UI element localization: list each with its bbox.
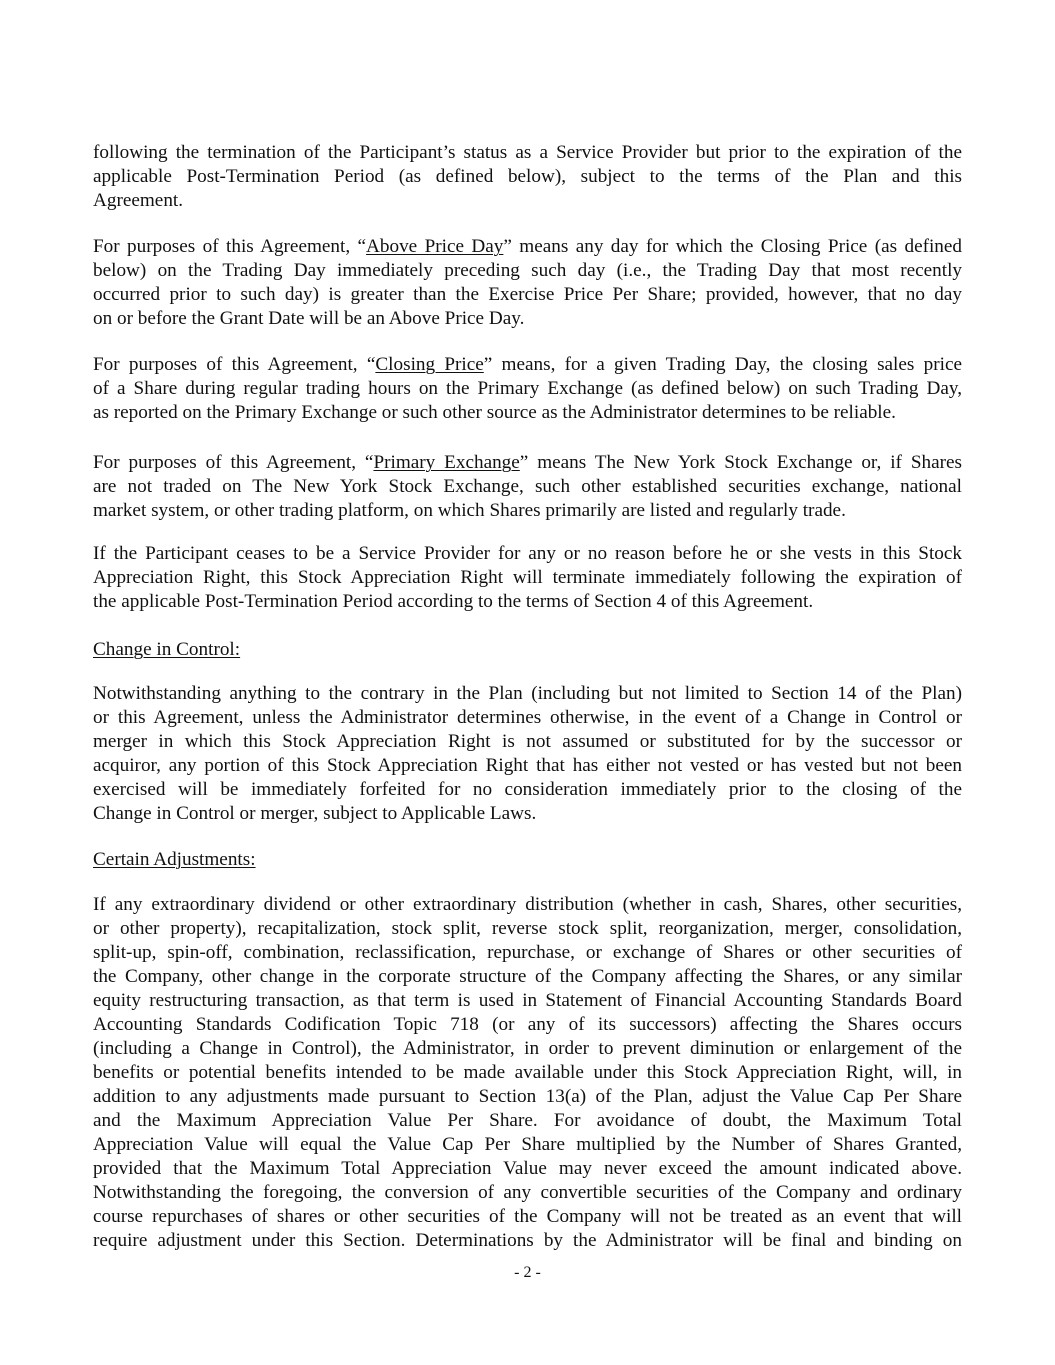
text-line: market system, or other trading platform, on which Shares primarily are listed and regularly trade. bbox=[93, 500, 846, 521]
text-line: course repurchases of shares or other securities of the Company will not be treated as an event that will bbox=[93, 1206, 962, 1227]
paragraph-cessation bbox=[93, 542, 962, 614]
paragraph-closing-price bbox=[93, 353, 962, 425]
text-line bbox=[93, 235, 962, 259]
text-line: are not traded on The New York Stock Exchange, such other established securities exchange, national bbox=[93, 476, 962, 497]
text-line: the applicable Post-Termination Period according to the terms of Section 4 of this Agreement. bbox=[93, 591, 814, 612]
text-line: acquiror, any portion of this Stock Appreciation Right that has either not vested or has vested but not been bbox=[93, 755, 962, 776]
paragraph-certain-adjustments bbox=[93, 893, 962, 1253]
paragraph-primary-exchange bbox=[93, 451, 962, 523]
text-line: or other property), recapitalization, stock split, reverse stock split, reorganization, merger, consolidation, bbox=[93, 918, 962, 939]
definition-prefix: For purposes of this Agreement, “ bbox=[93, 354, 376, 375]
text-line: benefits or potential benefits intended to be made available under this Stock Appreciation Right, will, in bbox=[93, 1062, 962, 1083]
text-line: If the Participant ceases to be a Service Provider for any or no reason before he or she vests in this Stock bbox=[93, 543, 962, 564]
definition-suffix: ” means any day for which the Closing Price (as defined bbox=[503, 236, 963, 257]
page-number: - 2 - bbox=[514, 1264, 541, 1281]
text-line: Accounting Standards Codification Topic 718 (or any of its successors) affecting the Shares occurs bbox=[93, 1014, 962, 1035]
text-line: below) on the Trading Day immediately preceding such day (i.e., the Trading Day that most recently bbox=[93, 260, 962, 281]
text-line: Change in Control or merger, subject to Applicable Laws. bbox=[93, 803, 537, 824]
section-heading-certain-adjustments: Certain Adjustments: bbox=[93, 849, 256, 870]
text-line: addition to any adjustments made pursuant to Section 13(a) of the Plan, adjust the Value Cap Per Share bbox=[93, 1086, 962, 1107]
text-line: require adjustment under this Section. Determinations by the Administrator will be final and binding on bbox=[93, 1230, 962, 1251]
text-line bbox=[93, 353, 962, 377]
text-line: Agreement. bbox=[93, 190, 184, 211]
paragraph-above-price-day bbox=[93, 235, 962, 331]
text-line: equity restructuring transaction, as that term is used in Statement of Financial Accounting Standards Board bbox=[93, 990, 962, 1011]
text-line: of a Share during regular trading hours on the Primary Exchange (as defined below) on such Trading Day, bbox=[93, 378, 962, 399]
text-line: applicable Post-Termination Period (as defined below), subject to the terms of the Plan and this bbox=[93, 166, 962, 187]
text-line: Appreciation Value will equal the Value Cap Per Share multiplied by the Number of Shares Granted, bbox=[93, 1134, 962, 1155]
text-line: as reported on the Primary Exchange or such other source as the Administrator determines to be reliable. bbox=[93, 402, 896, 423]
paragraph-change-in-control bbox=[93, 682, 962, 826]
text-line: Notwithstanding the foregoing, the conversion of any convertible securities of the Company and ordinary bbox=[93, 1182, 962, 1203]
text-line: (including a Change in Control), the Administrator, in order to prevent diminution or enlargement of the bbox=[93, 1038, 962, 1059]
text-line bbox=[93, 451, 962, 475]
text-line: or this Agreement, unless the Administrator determines otherwise, in the event of a Change in Control or bbox=[93, 707, 962, 728]
text-line: split-up, spin-off, combination, reclassification, repurchase, or exchange of Shares or other securities of bbox=[93, 942, 962, 963]
text-line: the Company, other change in the corporate structure of the Company affecting the Shares, or any similar bbox=[93, 966, 962, 987]
definition-suffix: ” means, for a given Trading Day, the closing sales price bbox=[483, 354, 962, 375]
text-line: Appreciation Right, this Stock Appreciation Right will terminate immediately following the expiration of bbox=[93, 567, 962, 588]
paragraph-continuation bbox=[93, 141, 962, 213]
definition-prefix: For purposes of this Agreement, “ bbox=[93, 452, 374, 473]
defined-term: Primary Exchange bbox=[373, 452, 520, 473]
definition-suffix: ” means The New York Stock Exchange or, if Shares bbox=[519, 452, 962, 473]
text-line: occurred prior to such day) is greater than the Exercise Price Per Share; provided, however, that no day bbox=[93, 284, 962, 305]
section-heading-change-in-control: Change in Control: bbox=[93, 639, 241, 660]
definition-prefix: For purposes of this Agreement, “ bbox=[93, 236, 367, 257]
text-line: If any extraordinary dividend or other extraordinary distribution (whether in cash, Shares, other securities, bbox=[93, 894, 962, 915]
text-line: provided that the Maximum Total Appreciation Value may never exceed the amount indicated above. bbox=[93, 1158, 962, 1179]
text-line: on or before the Grant Date will be an Above Price Day. bbox=[93, 308, 525, 329]
defined-term: Closing Price bbox=[375, 354, 484, 375]
text-line: following the termination of the Participant’s status as a Service Provider but prior to the expiration of the bbox=[93, 142, 962, 163]
text-line: merger in which this Stock Appreciation Right is not assumed or substituted for by the successor or bbox=[93, 731, 962, 752]
text-line: and the Maximum Appreciation Value Per Share. For avoidance of doubt, the Maximum Total bbox=[93, 1110, 962, 1131]
defined-term: Above Price Day bbox=[366, 236, 504, 257]
text-line: Notwithstanding anything to the contrary in the Plan (including but not limited to Section 14 of the Plan) bbox=[93, 683, 962, 704]
text-line: exercised will be immediately forfeited for no consideration immediately prior to the closing of the bbox=[93, 779, 962, 800]
